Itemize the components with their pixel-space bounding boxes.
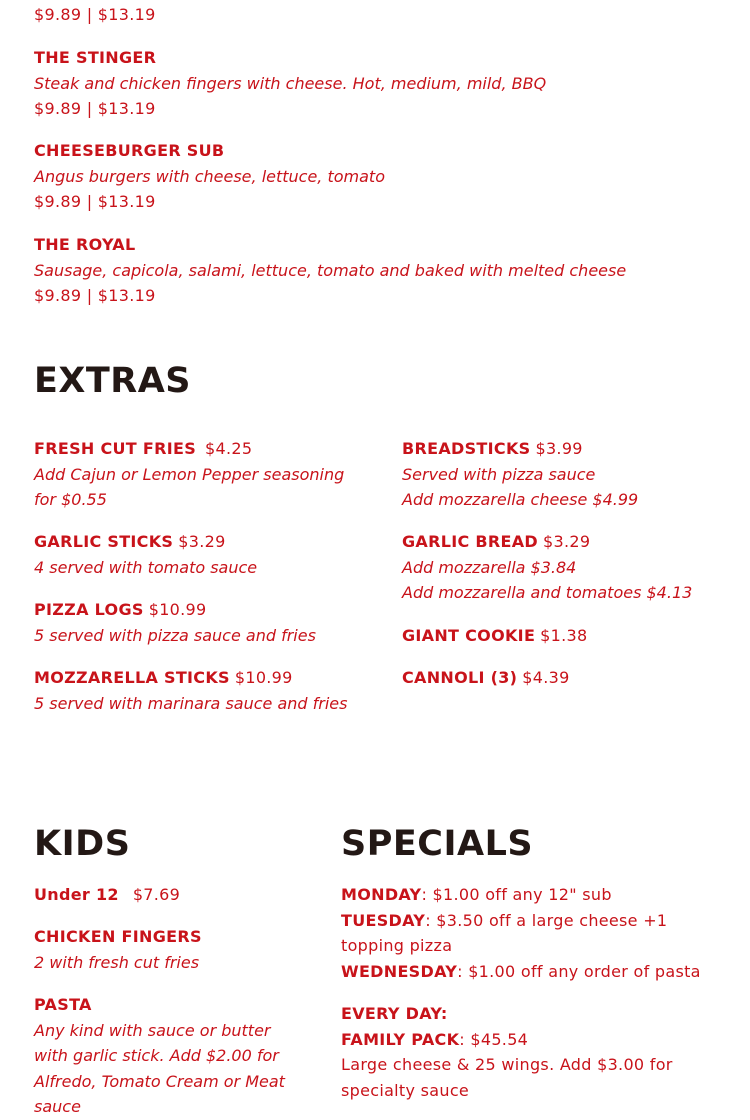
- special-wednesday: [341, 959, 733, 985]
- item-name: PASTA: [34, 995, 92, 1014]
- extras-item-mozzarella-sticks: [34, 665, 384, 716]
- extras-item-breadsticks: [402, 436, 732, 513]
- item-name: BREADSTICKS: [402, 439, 531, 458]
- item-price: $1.38: [540, 626, 588, 645]
- item-description: Add Cajun or Lemon Pepper seasoning: [34, 464, 345, 484]
- item-description: 4 served with tomato sauce: [34, 557, 258, 577]
- item-price: $3.99: [535, 439, 583, 458]
- kids-item-pasta: [34, 992, 296, 1120]
- item-name: THE STINGER: [34, 48, 157, 67]
- special-day: WEDNESDAY: [341, 961, 458, 981]
- extras-item-pizza-logs: [34, 597, 384, 648]
- item-price: $3.29: [543, 532, 591, 551]
- item-price: $3.29: [178, 532, 226, 551]
- item-description: Steak and chicken fingers with cheese. Hot, medium, mild, BBQ: [34, 73, 547, 93]
- menu-item-cheeseburger-sub: [34, 138, 385, 215]
- special-monday: [341, 882, 733, 908]
- extras-item-fries: [34, 436, 384, 513]
- item-name: CHICKEN FINGERS: [34, 927, 202, 946]
- item-description: 5 served with pizza sauce and fries: [34, 625, 316, 645]
- item-name: PIZZA LOGS: [34, 600, 144, 619]
- item-description: Add mozzarella cheese $4.99: [402, 490, 639, 509]
- family-pack-name: FAMILY PACK: [341, 1029, 460, 1049]
- item-name: GARLIC STICKS: [34, 532, 174, 551]
- extras-item-garlic-bread: [402, 529, 732, 606]
- every-day-label: EVERY DAY:: [341, 1004, 448, 1023]
- specials-every-day: [341, 1001, 686, 1103]
- special-text: : $1.00 off any order of pasta: [457, 961, 701, 981]
- special-day: MONDAY: [341, 885, 422, 904]
- family-pack-description: Large cheese & 25 wings. Add $3.00 for specialty sauce: [341, 1055, 673, 1100]
- section-heading-kids: KIDS: [34, 824, 131, 864]
- item-description: Add mozzarella and tomatoes $4.13: [402, 583, 693, 602]
- item-price: $4.25: [205, 439, 253, 458]
- item-description: Any kind with sauce or butter with garlic stick. Add $2.00 for Alfredo, Tomato Cream or Meat sauce: [34, 1020, 285, 1116]
- item-name: MOZZARELLA STICKS: [34, 668, 230, 687]
- section-heading-extras: EXTRAS: [34, 361, 192, 401]
- special-day: TUESDAY: [341, 910, 426, 930]
- item-price: $9.89 | $13.19: [34, 192, 156, 211]
- item-description: Angus burgers with cheese, lettuce, tomato: [34, 166, 385, 186]
- extras-item-giant-cookie: [402, 623, 732, 649]
- item-description: for $0.55: [34, 490, 107, 509]
- item-price: $9.89 | $13.19: [34, 99, 156, 118]
- specials-weekday-list: [341, 882, 733, 984]
- extras-item-cannoli: [402, 665, 732, 691]
- item-price: $10.99: [234, 668, 293, 687]
- special-tuesday: [341, 908, 733, 959]
- item-description: 2 with fresh cut fries: [34, 952, 200, 972]
- item-name: CANNOLI (3): [402, 668, 518, 687]
- special-text: : $1.00 off any 12" sub: [421, 885, 612, 904]
- item-description: Sausage, capicola, salami, lettuce, tomato and baked with melted cheese: [34, 260, 627, 280]
- item-description: 5 served with marinara sauce and fries: [34, 693, 348, 713]
- item-name: Under 12: [34, 885, 119, 904]
- item-name: FRESH CUT FRIES: [34, 439, 197, 458]
- item-name: THE ROYAL: [34, 235, 136, 254]
- item-price: $7.69: [132, 885, 181, 904]
- menu-item-the-royal: [34, 232, 626, 309]
- sub-price-top: $9.89 | $13.19: [34, 5, 156, 24]
- section-heading-specials: SPECIALS: [341, 824, 534, 864]
- item-name: GARLIC BREAD: [402, 532, 539, 551]
- item-description: Served with pizza sauce: [402, 464, 596, 484]
- item-price: $4.39: [522, 668, 570, 687]
- item-description: Add mozzarella $3.84: [402, 557, 577, 577]
- item-price: $9.89 | $13.19: [34, 286, 156, 305]
- extras-item-garlic-sticks: [34, 529, 384, 580]
- item-name: GIANT COOKIE: [402, 626, 536, 645]
- item-name: CHEESEBURGER SUB: [34, 141, 225, 160]
- kids-item-chicken-fingers: [34, 924, 304, 975]
- family-pack-price: : $45.54: [459, 1029, 529, 1049]
- item-price: $10.99: [148, 600, 207, 619]
- menu-item-the-stinger: [34, 45, 546, 122]
- special-text: : $3.50 off a large cheese +1 topping pizza: [341, 910, 668, 955]
- kids-under-12: [34, 882, 304, 908]
